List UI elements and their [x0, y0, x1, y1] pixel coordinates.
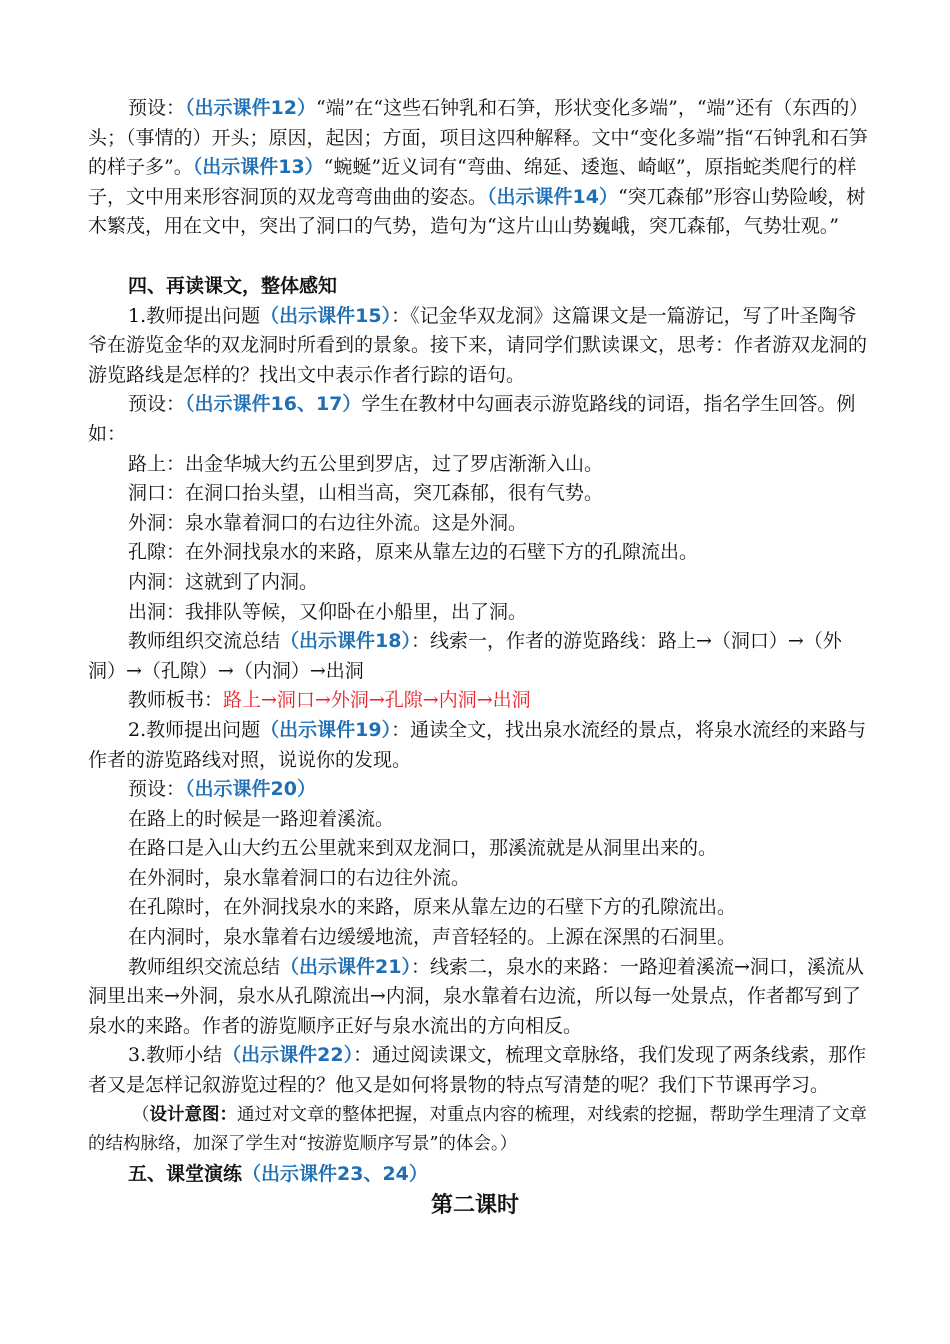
lead: 1.教师提出问题 — [128, 304, 261, 327]
water-item: 在路上的时候是一路迎着溪流。 — [128, 807, 395, 830]
text: ：通读全文，找出泉水流经的景点，将泉水流经的来路与作者的游览路线对照，说说你的发现。 — [88, 718, 867, 771]
heading-text: 五、课堂演练 — [128, 1162, 243, 1185]
lead: 2.教师提出问题 — [128, 718, 261, 741]
design-intent — [88, 1101, 868, 1160]
lead: 3.教师小结 — [128, 1044, 223, 1067]
courseware-ref: （出示课件20） — [185, 778, 316, 801]
board-writing — [88, 686, 868, 716]
courseware-ref: （出示课件16、17） — [185, 393, 362, 416]
route-item: 外洞：泉水靠着洞口的右边往外流。这是外洞。 — [128, 511, 528, 534]
teacher-wrapup — [88, 1041, 868, 1100]
label: 预设： — [128, 97, 186, 119]
courseware-ref: （出示课件23、24） — [242, 1162, 428, 1185]
preset-two — [88, 390, 868, 449]
board-route: 路上→洞口→外洞→孔隙→内洞→出洞 — [223, 689, 531, 712]
courseware-ref: （出示课件18） — [280, 630, 411, 653]
text: 通过对文章的整体把握，对重点内容的梳理，对线索的挖掘，帮助学生理清了文章的结构脉络，加深了学生对“按游览顺序写景”的体会。） — [88, 1104, 867, 1155]
text: ：线索二，泉水的来路：一路迎着溪流→洞口，溪流从洞里出来→外洞，泉水从孔隙流出→内洞，泉水靠着右边流，所以每一处景点，作者都写到了泉水的来路。作者的游览顺序正好与泉水流出的方向相反。 — [88, 955, 864, 1037]
section-heading: 四、再读课文，整体感知 — [128, 275, 338, 297]
section-four — [88, 272, 868, 1189]
text: “端”在“这些石钟乳和石笋，形状变化多端”，“端”还有（东西的）头；（事情的）开头；原因，起因；方面，项目这四种解释。文中“变化多端”指“石钟乳和石笋的样子多”。 — [88, 97, 868, 179]
water-item: 在内洞时，泉水靠着右边缓缓地流，声音轻轻的。上源在深黑的石洞里。 — [128, 926, 737, 949]
courseware-ref: （出示课件12） — [185, 97, 316, 119]
label: 教师板书： — [128, 689, 224, 712]
water-item: 在孔隙时，在外洞找泉水的来路，原来从靠左边的石壁下方的孔隙流出。 — [128, 896, 737, 919]
route-item: 洞口：在洞口抬头望，山相当高，突兀森郁，很有气势。 — [128, 482, 604, 505]
route-item: 路上：出金华城大约五公里到罗店，过了罗店渐渐入山。 — [128, 452, 604, 475]
lead: 教师组织交流总结 — [128, 630, 281, 653]
water-item: 在外洞时，泉水靠着洞口的右边往外流。 — [128, 866, 471, 889]
lesson-two-title: 第二课时 — [430, 1193, 519, 1218]
preset-three — [88, 775, 868, 805]
label: 预设： — [128, 393, 186, 416]
text: ：线索一，作者的游览路线：路上→（洞口）→（外洞）→（孔隙）→（内洞）→出洞 — [88, 630, 842, 682]
question-two — [88, 716, 868, 775]
route-item: 内洞：这就到了内洞。 — [128, 570, 319, 593]
text: ：《记金华双龙洞》这篇课文是一篇游记，写了叶圣陶爷爷在游览金华的双龙洞时所看到的景象。接下来，请同学们默读课文，思考：作者游双龙洞的游览路线是怎样的？找出文中表示作者行踪的语句。 — [88, 304, 868, 386]
text: 学生在教材中勾画表示游览路线的词语，指名学生回答。例如： — [88, 393, 856, 445]
courseware-ref: （出示课件13） — [192, 156, 324, 179]
text: “蜿蜒”近义词有“弯曲、绵延、逶迤、崎岖”，原指蛇类爬行的样子，文中用来形容洞顶的双龙弯弯曲曲的姿态。 — [88, 156, 857, 208]
paragraph-preset-vocab — [88, 94, 868, 242]
courseware-ref: （出示课件21） — [280, 955, 411, 978]
route-item: 孔隙：在外洞找泉水的来路，原来从靠左边的石壁下方的孔隙流出。 — [128, 541, 699, 564]
section-heading-five — [88, 1160, 868, 1190]
courseware-ref: （出示课件22） — [222, 1044, 354, 1067]
lead: 设计意图： — [149, 1104, 237, 1125]
route-item: 出洞：我排队等候，又仰卧在小船里，出了洞。 — [128, 600, 528, 623]
courseware-ref: （出示课件15） — [260, 304, 392, 327]
summary-two — [88, 953, 868, 1042]
lead: 教师组织交流总结 — [128, 955, 281, 978]
text: ：通过阅读课文，梳理文章脉络，我们发现了两条线索，那作者又是怎样记叙游览过程的？他又是如何将景物的特点写清楚的呢？我们下节课再学习。 — [88, 1044, 867, 1097]
question-one — [88, 302, 868, 391]
text-block — [88, 94, 868, 242]
courseware-ref: （出示课件19） — [260, 718, 392, 741]
label: 预设： — [128, 778, 186, 801]
summary-one — [88, 627, 868, 686]
text: “突兀森郁”形容山势险峻，树木繁茂，用在文中，突出了洞口的气势，造句为“这片山山势巍峨，突兀森郁，气势壮观。” — [88, 185, 866, 238]
courseware-ref: （出示课件14） — [487, 185, 618, 208]
water-item: 在路口是入山大约五公里就来到双龙洞口，那溪流就是从洞里出来的。 — [128, 837, 718, 860]
open-paren: （ — [132, 1104, 150, 1125]
